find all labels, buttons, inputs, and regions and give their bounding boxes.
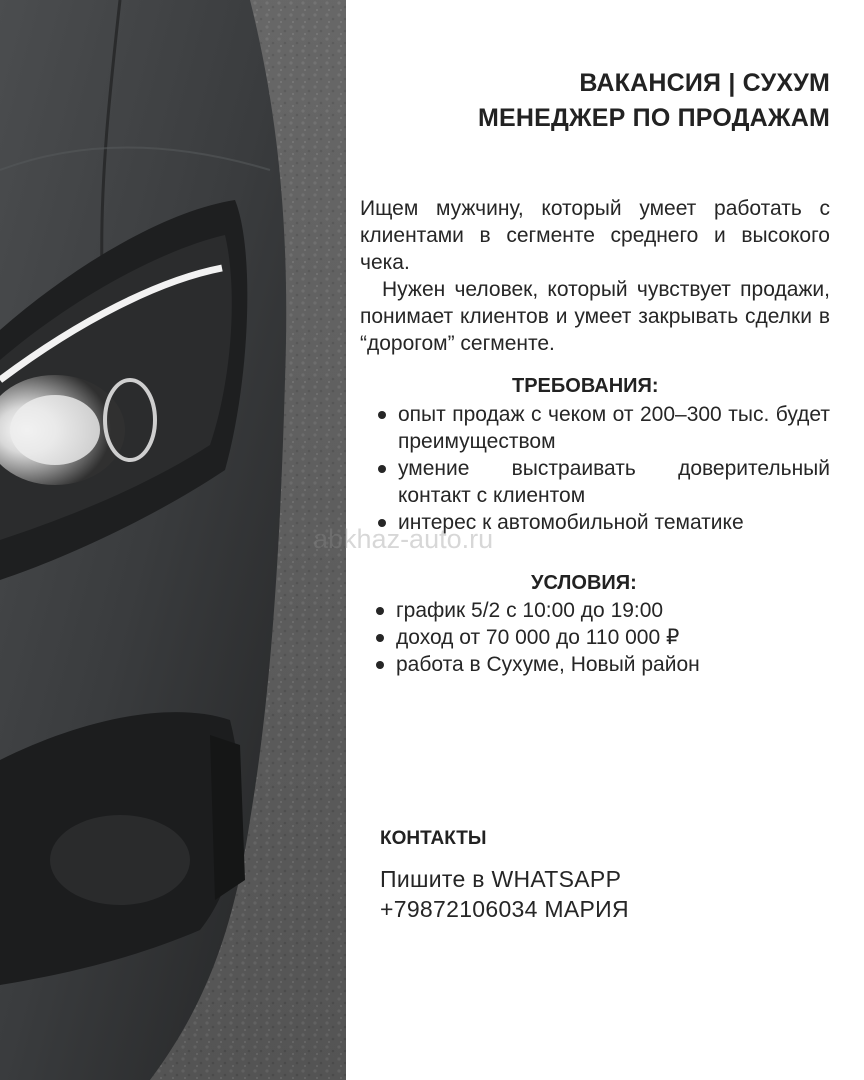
conditions-list — [372, 597, 832, 678]
intro-paragraph-2: Нужен человек, который чувствует продажи, понимает клиентов и умеет закрывать сделки в “дорогом” сегменте. — [360, 278, 830, 355]
requirement-text: опыт продаж с чеком от 200–300 тыс. будет преимуществом — [398, 403, 830, 453]
title-line-vacancy: ВАКАНСИЯ | СУХУМ — [579, 69, 830, 97]
vacancy-content — [346, 0, 864, 1080]
car-headlight-photo — [0, 0, 346, 1080]
list-item — [374, 401, 830, 455]
contacts-phone-line: +79872106034 МАРИЯ — [380, 896, 629, 922]
list-item — [374, 509, 830, 536]
bullet-icon — [378, 411, 386, 419]
condition-text: работа в Сухуме, Новый район — [396, 653, 700, 676]
bullet-icon — [378, 465, 386, 473]
bullet-icon — [376, 607, 384, 615]
requirement-text: интерес к автомобильной тематике — [398, 511, 744, 534]
requirements-list — [374, 401, 830, 536]
condition-text: график 5/2 с 10:00 до 19:00 — [396, 599, 664, 622]
condition-text: доход от 70 000 до 110 000 ₽ — [396, 626, 680, 649]
list-item — [372, 624, 832, 651]
contacts-heading: КОНТАКТЫ — [380, 828, 487, 849]
page-title — [478, 66, 830, 136]
title-line-position: МЕНЕДЖЕР ПО ПРОДАЖАМ — [477, 104, 830, 132]
bullet-icon — [378, 519, 386, 527]
intro-paragraph-1: Ищем мужчину, который умеет работать с клиентами в сегменте среднего и высокого чека. — [360, 197, 830, 274]
intro-text — [360, 195, 830, 357]
conditions-heading: УСЛОВИЯ: — [531, 572, 637, 594]
bullet-icon — [376, 661, 384, 669]
list-item — [372, 651, 832, 678]
list-item — [374, 455, 830, 509]
requirement-text: умение выстраивать доверительный контакт с клиентом — [398, 457, 830, 507]
contacts-block — [380, 864, 629, 924]
list-item — [372, 597, 832, 624]
bullet-icon — [376, 634, 384, 642]
contacts-whatsapp-line: Пишите в WHATSAPP — [380, 866, 622, 892]
watermark: abkhaz-auto.ru — [313, 524, 494, 554]
requirements-heading: ТРЕБОВАНИЯ: — [512, 375, 659, 397]
